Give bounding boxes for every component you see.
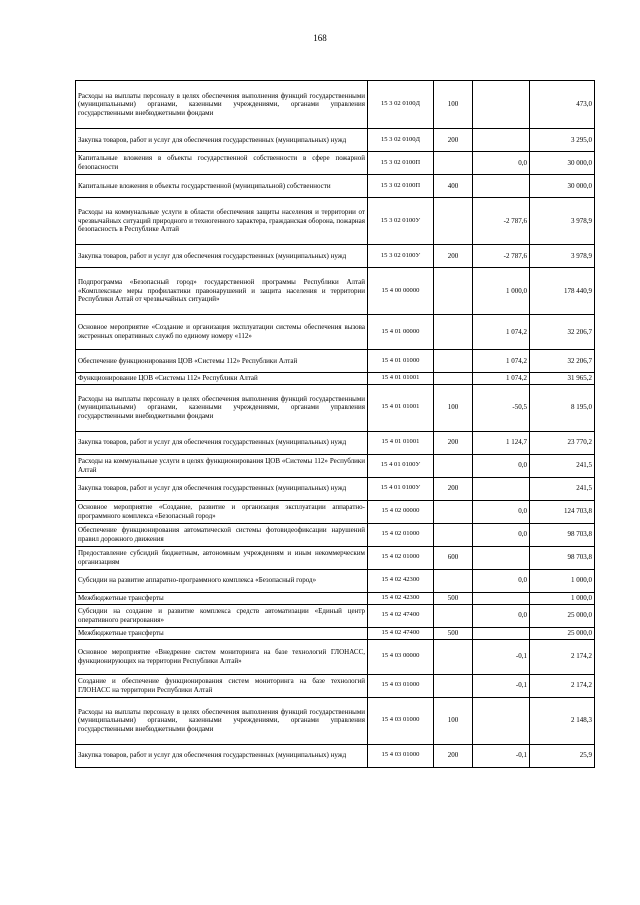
target-code-cell: 15 4 03 01000 bbox=[368, 697, 434, 744]
total-amount-cell: 32 206,7 bbox=[530, 315, 595, 350]
expense-type-cell: 500 bbox=[434, 592, 473, 604]
expense-type-cell bbox=[434, 569, 473, 592]
table-row bbox=[76, 674, 595, 697]
target-code-cell: 15 4 03 00000 bbox=[368, 639, 434, 674]
item-name-cell: Капитальные вложения в объекты государственной (муниципальной) собственности bbox=[76, 175, 368, 198]
item-name-cell: Закупка товаров, работ и услуг для обеспечения государственных (муниципальных) нужд bbox=[76, 477, 368, 500]
table-row bbox=[76, 627, 595, 639]
change-amount-cell: -0,1 bbox=[473, 744, 530, 767]
total-amount-cell: 23 770,2 bbox=[530, 431, 595, 454]
table-row bbox=[76, 744, 595, 767]
total-amount-cell: 241,5 bbox=[530, 477, 595, 500]
expense-type-cell bbox=[434, 523, 473, 546]
target-code-cell: 15 4 03 01000 bbox=[368, 744, 434, 767]
item-name-cell: Обеспечение функционирования автоматической системы фотовидеофиксации нарушений правил дорожного движения bbox=[76, 523, 368, 546]
total-amount-cell: 8 195,0 bbox=[530, 384, 595, 431]
expense-type-cell: 400 bbox=[434, 175, 473, 198]
total-amount-cell: 98 703,8 bbox=[530, 546, 595, 569]
total-amount-cell: 32 206,7 bbox=[530, 350, 595, 373]
change-amount-cell: 0,0 bbox=[473, 454, 530, 477]
change-amount-cell: 0,0 bbox=[473, 523, 530, 546]
table-row bbox=[76, 592, 595, 604]
item-name-cell: Расходы на выплаты персоналу в целях обеспечения выполнения функций государственными (муниципальными) органами, казенными учреждениями, органами управления государственными внебюджетными фондами bbox=[76, 697, 368, 744]
total-amount-cell: 30 000,0 bbox=[530, 175, 595, 198]
table-row bbox=[76, 477, 595, 500]
expense-type-cell: 200 bbox=[434, 744, 473, 767]
expense-type-cell: 100 bbox=[434, 697, 473, 744]
total-amount-cell: 241,5 bbox=[530, 454, 595, 477]
item-name-cell: Основное мероприятие «Внедрение систем мониторинга на базе технологий ГЛОНАСС, функционирующих на территории Республики Алтай» bbox=[76, 639, 368, 674]
expense-type-cell bbox=[434, 315, 473, 350]
target-code-cell: 15 3 02 0100Д bbox=[368, 129, 434, 152]
table-row bbox=[76, 500, 595, 523]
change-amount-cell: 1 124,7 bbox=[473, 431, 530, 454]
table-row bbox=[76, 81, 595, 129]
expense-type-cell: 200 bbox=[434, 477, 473, 500]
page-number: 168 bbox=[313, 33, 327, 43]
total-amount-cell: 1 000,0 bbox=[530, 569, 595, 592]
expense-type-cell bbox=[434, 152, 473, 175]
table-row bbox=[76, 639, 595, 674]
total-amount-cell: 3 978,9 bbox=[530, 198, 595, 245]
target-code-cell: 15 4 02 00000 bbox=[368, 500, 434, 523]
change-amount-cell: 0,0 bbox=[473, 569, 530, 592]
target-code-cell: 15 4 01 01000 bbox=[368, 350, 434, 373]
total-amount-cell: 25 000,0 bbox=[530, 627, 595, 639]
table-row bbox=[76, 384, 595, 431]
target-code-cell: 15 4 02 01000 bbox=[368, 523, 434, 546]
total-amount-cell: 2 148,3 bbox=[530, 697, 595, 744]
change-amount-cell: 1 000,0 bbox=[473, 268, 530, 315]
change-amount-cell: 1 074,2 bbox=[473, 350, 530, 373]
table-row bbox=[76, 454, 595, 477]
item-name-cell: Капитальные вложения в объекты государственной собственности в сфере пожарной безопасности bbox=[76, 152, 368, 175]
target-code-cell: 15 4 02 47400 bbox=[368, 627, 434, 639]
table-row bbox=[76, 152, 595, 175]
item-name-cell: Расходы на коммунальные услуги в области обеспечения защиты населения и территории от чрезвычайных ситуаций природного и техногенного характера, гражданская оборона, пожарная безопасность в Республике Алтай bbox=[76, 198, 368, 245]
item-name-cell: Функционирование ЦОВ «Системы 112» Республики Алтай bbox=[76, 373, 368, 385]
target-code-cell: 15 4 01 01001 bbox=[368, 431, 434, 454]
expense-type-cell: 100 bbox=[434, 81, 473, 129]
total-amount-cell: 178 440,9 bbox=[530, 268, 595, 315]
change-amount-cell bbox=[473, 477, 530, 500]
expense-type-cell: 500 bbox=[434, 627, 473, 639]
target-code-cell: 15 4 00 00000 bbox=[368, 268, 434, 315]
change-amount-cell bbox=[473, 697, 530, 744]
change-amount-cell: 1 074,2 bbox=[473, 315, 530, 350]
table-row bbox=[76, 569, 595, 592]
item-name-cell: Подпрограмма «Безопасный город» государственной программы Республики Алтай «Комплексные меры профилактики правонарушений и защита населения и территории Республики Алтай от чрезвычайных ситуаций» bbox=[76, 268, 368, 315]
item-name-cell: Создание и обеспечение функционирования систем мониторинга на базе технологий ГЛОНАСС на территории Республики Алтай bbox=[76, 674, 368, 697]
target-code-cell: 15 3 02 0100П bbox=[368, 152, 434, 175]
change-amount-cell bbox=[473, 175, 530, 198]
total-amount-cell: 30 000,0 bbox=[530, 152, 595, 175]
total-amount-cell: 3 978,9 bbox=[530, 245, 595, 268]
change-amount-cell: 1 074,2 bbox=[473, 373, 530, 385]
change-amount-cell: -2 787,6 bbox=[473, 198, 530, 245]
target-code-cell: 15 4 01 01001 bbox=[368, 384, 434, 431]
total-amount-cell: 3 295,0 bbox=[530, 129, 595, 152]
table-row bbox=[76, 245, 595, 268]
item-name-cell: Субсидии на создание и развитие комплекса средств автоматизации «Единый центр оперативного реагирования» bbox=[76, 604, 368, 627]
table-row bbox=[76, 175, 595, 198]
expense-type-cell: 200 bbox=[434, 129, 473, 152]
total-amount-cell: 98 703,8 bbox=[530, 523, 595, 546]
item-name-cell: Закупка товаров, работ и услуг для обеспечения государственных (муниципальных) нужд bbox=[76, 129, 368, 152]
target-code-cell: 15 4 01 00000 bbox=[368, 315, 434, 350]
table-row bbox=[76, 431, 595, 454]
change-amount-cell: 0,0 bbox=[473, 152, 530, 175]
budget-table-body bbox=[76, 81, 595, 768]
expense-type-cell bbox=[434, 268, 473, 315]
change-amount-cell bbox=[473, 627, 530, 639]
expense-type-cell: 100 bbox=[434, 384, 473, 431]
target-code-cell: 15 4 01 0100У bbox=[368, 454, 434, 477]
expense-type-cell bbox=[434, 350, 473, 373]
item-name-cell: Расходы на выплаты персоналу в целях обеспечения выполнения функций государственными (муниципальными) органами, казенными учреждениями, органами управления государственными внебюджетными фондами bbox=[76, 81, 368, 129]
item-name-cell: Межбюджетные трансферты bbox=[76, 592, 368, 604]
target-code-cell: 15 3 02 0100Д bbox=[368, 81, 434, 129]
change-amount-cell: -50,5 bbox=[473, 384, 530, 431]
change-amount-cell bbox=[473, 546, 530, 569]
table-row bbox=[76, 697, 595, 744]
item-name-cell: Обеспечение функционирования ЦОВ «Системы 112» Республики Алтай bbox=[76, 350, 368, 373]
expense-type-cell: 200 bbox=[434, 431, 473, 454]
change-amount-cell: -0,1 bbox=[473, 639, 530, 674]
change-amount-cell bbox=[473, 129, 530, 152]
change-amount-cell: -0,1 bbox=[473, 674, 530, 697]
total-amount-cell: 2 174,2 bbox=[530, 674, 595, 697]
expense-type-cell: 200 bbox=[434, 245, 473, 268]
target-code-cell: 15 4 02 01000 bbox=[368, 546, 434, 569]
table-row bbox=[76, 546, 595, 569]
target-code-cell: 15 4 02 47400 bbox=[368, 604, 434, 627]
expense-type-cell: 600 bbox=[434, 546, 473, 569]
item-name-cell: Межбюджетные трансферты bbox=[76, 627, 368, 639]
expense-type-cell bbox=[434, 454, 473, 477]
change-amount-cell bbox=[473, 81, 530, 129]
target-code-cell: 15 4 01 01001 bbox=[368, 373, 434, 385]
item-name-cell: Предоставление субсидий бюджетным, автономным учреждениям и иным некоммерческим организациям bbox=[76, 546, 368, 569]
table-row bbox=[76, 129, 595, 152]
target-code-cell: 15 4 02 42300 bbox=[368, 592, 434, 604]
table-row bbox=[76, 373, 595, 385]
item-name-cell: Закупка товаров, работ и услуг для обеспечения государственных (муниципальных) нужд bbox=[76, 245, 368, 268]
total-amount-cell: 25 000,0 bbox=[530, 604, 595, 627]
table-row bbox=[76, 315, 595, 350]
table-row bbox=[76, 604, 595, 627]
expense-type-cell bbox=[434, 639, 473, 674]
expense-type-cell bbox=[434, 500, 473, 523]
change-amount-cell: 0,0 bbox=[473, 500, 530, 523]
total-amount-cell: 31 965,2 bbox=[530, 373, 595, 385]
change-amount-cell bbox=[473, 592, 530, 604]
target-code-cell: 15 4 03 01000 bbox=[368, 674, 434, 697]
total-amount-cell: 1 000,0 bbox=[530, 592, 595, 604]
target-code-cell: 15 3 02 0100У bbox=[368, 245, 434, 268]
item-name-cell: Закупка товаров, работ и услуг для обеспечения государственных (муниципальных) нужд bbox=[76, 744, 368, 767]
table-row bbox=[76, 523, 595, 546]
expense-type-cell bbox=[434, 198, 473, 245]
change-amount-cell: -2 787,6 bbox=[473, 245, 530, 268]
change-amount-cell: 0,0 bbox=[473, 604, 530, 627]
target-code-cell: 15 3 02 0100П bbox=[368, 175, 434, 198]
total-amount-cell: 2 174,2 bbox=[530, 639, 595, 674]
expense-type-cell bbox=[434, 604, 473, 627]
expense-type-cell bbox=[434, 674, 473, 697]
item-name-cell: Субсидии на развитие аппаратно-программного комплекса «Безопасный город» bbox=[76, 569, 368, 592]
total-amount-cell: 25,9 bbox=[530, 744, 595, 767]
target-code-cell: 15 3 02 0100У bbox=[368, 198, 434, 245]
total-amount-cell: 473,0 bbox=[530, 81, 595, 129]
table-row bbox=[76, 350, 595, 373]
total-amount-cell: 124 703,8 bbox=[530, 500, 595, 523]
expense-type-cell bbox=[434, 373, 473, 385]
budget-table bbox=[75, 80, 595, 768]
item-name-cell: Основное мероприятие «Создание и организация эксплуатации системы обеспечения вызова экстренных оперативных служб по единому номеру «112» bbox=[76, 315, 368, 350]
item-name-cell: Расходы на коммунальные услуги в целях функционирования ЦОВ «Системы 112» Республики Алтай bbox=[76, 454, 368, 477]
item-name-cell: Расходы на выплаты персоналу в целях обеспечения выполнения функций государственными (муниципальными) органами, казенными учреждениями, органами управления государственными внебюджетными фондами bbox=[76, 384, 368, 431]
item-name-cell: Основное мероприятие «Создание, развитие и организация эксплуатации аппаратно-программного комплекса «Безопасный город» bbox=[76, 500, 368, 523]
table-row bbox=[76, 198, 595, 245]
target-code-cell: 15 4 02 42300 bbox=[368, 569, 434, 592]
table-row bbox=[76, 268, 595, 315]
item-name-cell: Закупка товаров, работ и услуг для обеспечения государственных (муниципальных) нужд bbox=[76, 431, 368, 454]
target-code-cell: 15 4 01 0100У bbox=[368, 477, 434, 500]
